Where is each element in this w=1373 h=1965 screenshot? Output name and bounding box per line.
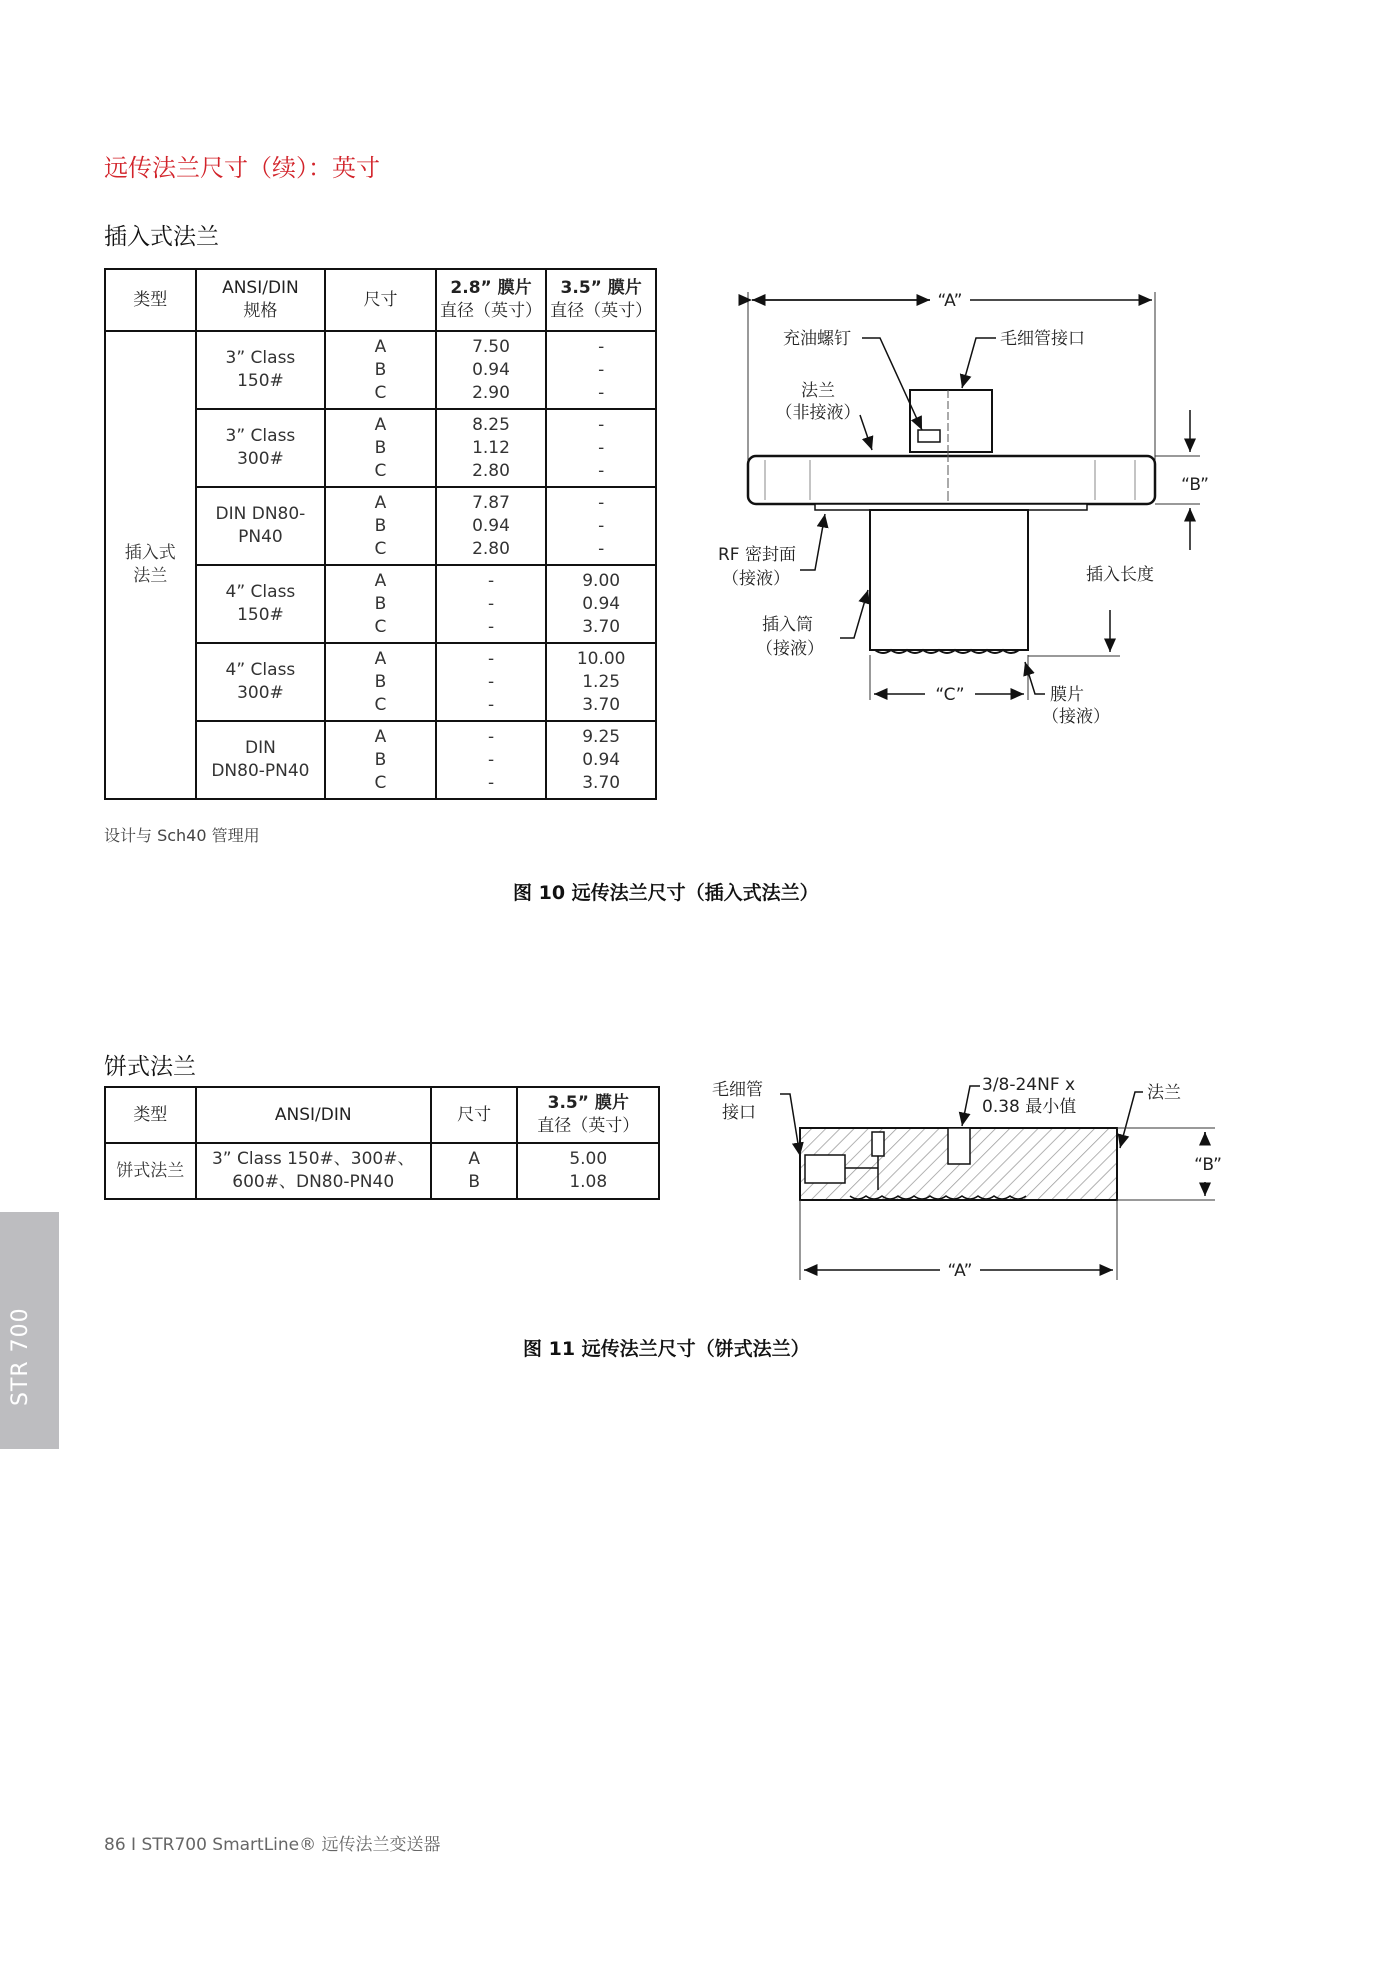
spec-cell: DIN DN80-PN40 [196, 721, 326, 799]
threaded-hole [948, 1128, 970, 1164]
header-size: 尺寸 [431, 1087, 518, 1143]
d28-cell: 7.50 0.94 2.90 [436, 331, 547, 409]
page-title: 远传法兰尺寸（续）：英寸 [104, 154, 380, 182]
thread-label-line2: 0.38 最小值 [982, 1097, 1077, 1117]
flange-body [748, 456, 1155, 504]
size-cell: A B C [325, 487, 435, 565]
d35-cell: - - - [546, 409, 656, 487]
size-cell: A B C [325, 331, 435, 409]
header-d35: 3.5” 膜片 直径（英寸） [517, 1087, 659, 1143]
size-cell: A B C [325, 721, 435, 799]
insert-tube-label-line1: 插入筒 [762, 615, 813, 635]
size-cell: A B [431, 1143, 518, 1199]
rf-seal-label-line1: RF 密封面 [718, 545, 796, 565]
flange-label-line1: 法兰 [801, 381, 835, 401]
fill-port [872, 1132, 884, 1156]
spec-cell: 4” Class 300# [196, 643, 326, 721]
d35-cell: - - - [546, 331, 656, 409]
insert-flange-table [104, 268, 657, 800]
header-spec: ANSI/DIN 规格 [196, 269, 326, 331]
d28-cell: - - - [436, 721, 547, 799]
pancake-flange-diagram [700, 1070, 1260, 1290]
header-d35: 3.5” 膜片 直径（英寸） [546, 269, 656, 331]
d28-cell: - - - [436, 565, 547, 643]
size-cell: A B C [325, 643, 435, 721]
spec-cell: 3” Class 150#、300#、 600#、DN80-PN40 [196, 1143, 431, 1199]
spec-cell: 3” Class 150# [196, 331, 326, 409]
diaphragm-label-line2: （接液） [1042, 707, 1110, 727]
flange-label-line2: （非接液） [775, 403, 861, 423]
rf-seal-label-line2: （接液） [722, 569, 790, 589]
header-d28: 2.8” 膜片 直径（英寸） [436, 269, 547, 331]
thread-label-line1: 3/8-24NF x [982, 1075, 1076, 1095]
figure-11-caption: 图 11 远传法兰尺寸（饼式法兰） [523, 1338, 810, 1360]
fill-screw [918, 430, 940, 442]
section-title-pancake: 饼式法兰 [104, 1054, 196, 1080]
pancake-flange-table [104, 1086, 660, 1200]
insert-flange-diagram [700, 270, 1260, 750]
insert-tube [870, 510, 1028, 650]
capillary-port-label: 毛细管接口 [1000, 329, 1085, 349]
d28-cell: 8.25 1.12 2.80 [436, 409, 547, 487]
figure-10-caption: 图 10 远传法兰尺寸（插入式法兰） [513, 882, 819, 904]
diaphragm-label-line1: 膜片 [1050, 685, 1084, 705]
capillary-label-line1: 毛细管 [712, 1080, 763, 1100]
d28-cell: 7.87 0.94 2.80 [436, 487, 547, 565]
fill-screw-label: 充油螺钉 [783, 329, 851, 349]
d35-cell: 9.00 0.94 3.70 [546, 565, 656, 643]
size-cell: A B C [325, 409, 435, 487]
spec-cell: 3” Class 300# [196, 409, 326, 487]
spec-cell: 4” Class 150# [196, 565, 326, 643]
flange-label: 法兰 [1147, 1083, 1181, 1103]
page-footer: 86 I STR700 SmartLine® 远传法兰变送器 [104, 1835, 441, 1855]
section-title-insert: 插入式法兰 [104, 224, 219, 250]
d28-cell: - - - [436, 643, 547, 721]
table-note: 设计与 Sch40 管理用 [104, 826, 260, 845]
type-cell: 饼式法兰 [105, 1143, 196, 1199]
dim-b-label: “B” [1181, 475, 1209, 495]
header-size: 尺寸 [325, 269, 435, 331]
header-spec: ANSI/DIN [196, 1087, 431, 1143]
dim-a-label: “A” [937, 291, 963, 311]
dim-b-label: “B” [1194, 1155, 1222, 1175]
d35-cell: 10.00 1.25 3.70 [546, 643, 656, 721]
size-cell: A B C [325, 565, 435, 643]
capillary-bore [805, 1155, 845, 1183]
d35-cell: - - - [546, 487, 656, 565]
d35-cell: 9.25 0.94 3.70 [546, 721, 656, 799]
insert-length-label: 插入长度 [1086, 565, 1154, 585]
header-type: 类型 [105, 1087, 196, 1143]
type-cell: 插入式 法兰 [105, 331, 196, 799]
d35-cell: 5.00 1.08 [517, 1143, 659, 1199]
header-type: 类型 [105, 269, 196, 331]
capillary-label-line2: 接口 [722, 1103, 756, 1123]
insert-tube-label-line2: （接液） [756, 639, 824, 659]
dim-c-label: “C” [935, 685, 965, 705]
dim-a-label: “A” [947, 1261, 973, 1281]
spec-cell: DIN DN80- PN40 [196, 487, 326, 565]
side-tab-label: STR 700 [8, 1307, 33, 1407]
side-tab [0, 1212, 59, 1449]
